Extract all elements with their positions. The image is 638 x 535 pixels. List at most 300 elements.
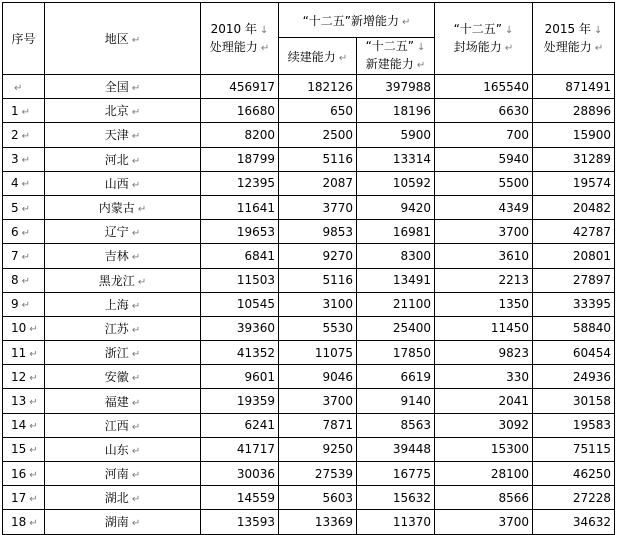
cell-index-text: 9	[11, 297, 19, 312]
cell-2010-capacity-text: 6841	[244, 248, 275, 263]
cell-2010-capacity	[201, 123, 279, 147]
return-mark: ↵	[131, 228, 141, 240]
cell-region	[45, 389, 201, 413]
cell-region-text: 河南	[104, 467, 129, 482]
cell-index	[3, 510, 45, 534]
cell-2010-capacity	[201, 486, 279, 510]
cell-region-text: 安徽	[104, 370, 129, 385]
cell-continue-capacity-text: 5530	[322, 321, 353, 336]
return-mark: ↵	[21, 130, 31, 142]
cell-2010-capacity	[201, 244, 279, 268]
cell-continue-capacity	[279, 365, 357, 389]
cell-closure-capacity	[435, 413, 533, 437]
table-row	[3, 195, 615, 219]
cell-newbuild-capacity	[357, 292, 435, 316]
cell-2010-capacity-text: 30036	[236, 466, 275, 481]
table-row	[3, 220, 615, 244]
cell-continue-capacity-text: 27539	[314, 466, 353, 481]
cell-region	[45, 244, 201, 268]
cell-index-text: 15	[11, 442, 27, 457]
cell-index	[3, 123, 45, 147]
cell-2010-capacity-text: 19653	[236, 224, 275, 239]
header-row	[3, 3, 615, 38]
cell-newbuild-capacity	[357, 365, 435, 389]
cell-index	[3, 292, 45, 316]
cell-continue-capacity	[279, 292, 357, 316]
cell-2010-capacity-text: 19359	[236, 394, 275, 409]
cell-continue-capacity-text: 5603	[322, 490, 353, 505]
cell-index	[3, 341, 45, 365]
return-mark: ↵	[131, 155, 141, 167]
cell-newbuild-capacity	[357, 220, 435, 244]
cell-2010-capacity-text: 456917	[229, 79, 275, 94]
cell-continue-capacity-text: 13369	[314, 514, 353, 529]
cell-2010-capacity	[201, 316, 279, 340]
cell-2010-capacity-text: 13593	[236, 514, 275, 529]
cell-closure-capacity	[435, 486, 533, 510]
cell-newbuild-capacity	[357, 486, 435, 510]
cell-2015-capacity-text: 20482	[572, 200, 611, 215]
cell-newbuild-capacity	[357, 316, 435, 340]
cell-index-text: 7	[11, 248, 19, 263]
cell-closure-capacity	[435, 389, 533, 413]
return-mark: ↵	[29, 397, 38, 409]
cell-index-text: 11	[11, 345, 27, 360]
table-row	[3, 437, 615, 461]
cell-continue-capacity	[279, 220, 357, 244]
cell-newbuild-capacity-text: 9140	[400, 394, 431, 409]
cell-closure-capacity-text: 3700	[498, 224, 529, 239]
cell-index	[3, 316, 45, 340]
cell-region	[45, 462, 201, 486]
cell-2015-capacity-text: 30158	[572, 394, 611, 409]
cell-2010-capacity-text: 12395	[236, 176, 275, 191]
cell-2010-capacity-text: 41352	[236, 345, 275, 360]
header-2015-capacity: 2015 年 ↓ 处理能力 ↵	[533, 3, 615, 75]
table-row	[3, 389, 615, 413]
return-mark: ↵	[131, 421, 141, 433]
cell-newbuild-capacity-text: 8563	[400, 418, 431, 433]
cell-continue-capacity	[279, 341, 357, 365]
cell-newbuild-capacity	[357, 437, 435, 461]
cell-index	[3, 437, 45, 461]
cell-continue-capacity	[279, 413, 357, 437]
cell-region-text: 内蒙古	[98, 201, 135, 216]
cell-region-text: 全国	[104, 80, 129, 95]
cell-2015-capacity	[533, 365, 615, 389]
cell-continue-capacity	[279, 486, 357, 510]
cell-newbuild-capacity-text: 13491	[392, 273, 431, 288]
return-mark: ↵	[29, 493, 38, 505]
cell-newbuild-capacity	[357, 195, 435, 219]
cell-region	[45, 268, 201, 292]
cell-region	[45, 195, 201, 219]
cell-region-text: 江西	[104, 418, 129, 433]
cell-index	[3, 413, 45, 437]
return-mark: ↵	[29, 348, 38, 360]
cell-index-text: 13	[11, 394, 27, 409]
cell-2010-capacity	[201, 365, 279, 389]
cell-region-text: 河北	[104, 152, 129, 167]
return-mark: ↵	[21, 227, 31, 239]
cell-region	[45, 437, 201, 461]
cell-index-text: 16	[11, 466, 27, 481]
cell-2015-capacity	[533, 389, 615, 413]
return-mark: ↵	[21, 203, 31, 215]
cell-closure-capacity	[435, 316, 533, 340]
cell-index	[3, 220, 45, 244]
document-page	[2, 2, 615, 535]
cell-2015-capacity-text: 19583	[572, 418, 611, 433]
cell-newbuild-capacity	[357, 75, 435, 99]
return-mark: ↵	[137, 276, 147, 288]
return-mark: ↵	[29, 517, 38, 529]
return-mark: ↵	[131, 131, 141, 143]
cell-closure-capacity	[435, 268, 533, 292]
cell-region-text: 浙江	[104, 346, 129, 361]
return-mark: ↵	[29, 324, 38, 336]
cell-newbuild-capacity-text: 17850	[392, 345, 431, 360]
cell-index	[3, 268, 45, 292]
cell-closure-capacity	[435, 147, 533, 171]
cell-region	[45, 486, 201, 510]
cell-index-text: 2	[11, 127, 19, 142]
cell-2015-capacity-text: 60454	[572, 345, 611, 360]
cell-continue-capacity-text: 11075	[314, 345, 353, 360]
cell-2010-capacity-text: 8200	[244, 127, 275, 142]
cell-index	[3, 365, 45, 389]
cell-continue-capacity-text: 9853	[322, 224, 353, 239]
cell-2015-capacity-text: 20801	[572, 248, 611, 263]
cell-continue-capacity-text: 182126	[307, 79, 353, 94]
cell-closure-capacity	[435, 437, 533, 461]
cell-region-text: 北京	[104, 104, 129, 119]
cell-continue-capacity-text: 5116	[322, 152, 353, 167]
return-mark: ↵	[21, 155, 31, 167]
return-mark: ↵	[131, 397, 141, 409]
cell-2015-capacity-text: 42787	[572, 224, 611, 239]
cell-closure-capacity	[435, 171, 533, 195]
header-2010-capacity: 2010 年 ↓ 处理能力 ↵	[201, 3, 279, 75]
table-row	[3, 316, 615, 340]
cell-newbuild-capacity-text: 39448	[392, 442, 431, 457]
cell-newbuild-capacity-text: 6619	[400, 369, 431, 384]
cell-region-text: 江苏	[104, 321, 129, 336]
cell-continue-capacity-text: 5116	[322, 273, 353, 288]
cell-2015-capacity-text: 34632	[572, 514, 611, 529]
cell-newbuild-capacity	[357, 389, 435, 413]
return-mark: ↵	[21, 276, 31, 288]
cell-newbuild-capacity-text: 8300	[400, 248, 431, 263]
cell-2015-capacity	[533, 244, 615, 268]
header-new-capacity-group: “十二五”新增能力 ↵	[279, 3, 435, 38]
return-mark: ↵	[29, 445, 38, 457]
cell-2015-capacity	[533, 341, 615, 365]
cell-2015-capacity-text: 46250	[572, 466, 611, 481]
cell-newbuild-capacity	[357, 413, 435, 437]
cell-closure-capacity-text: 5500	[498, 176, 529, 191]
cell-closure-capacity	[435, 292, 533, 316]
table-row	[3, 486, 615, 510]
cell-region	[45, 510, 201, 534]
cell-continue-capacity-text: 9270	[322, 248, 353, 263]
table-row	[3, 171, 615, 195]
return-mark: ↵	[29, 421, 38, 433]
cell-closure-capacity	[435, 341, 533, 365]
cell-2015-capacity-text: 871491	[565, 79, 611, 94]
cell-newbuild-capacity-text: 13314	[392, 152, 431, 167]
cell-newbuild-capacity	[357, 123, 435, 147]
cell-2015-capacity	[533, 462, 615, 486]
cell-2010-capacity-text: 9601	[244, 369, 275, 384]
return-mark: ↵	[131, 107, 141, 119]
cell-closure-capacity-text: 2041	[498, 394, 529, 409]
cell-continue-capacity	[279, 99, 357, 123]
table-row	[3, 244, 615, 268]
cell-closure-capacity	[435, 75, 533, 99]
return-mark: ↵	[21, 179, 31, 191]
cell-2015-capacity	[533, 220, 615, 244]
cell-2015-capacity	[533, 171, 615, 195]
cell-continue-capacity	[279, 75, 357, 99]
cell-index	[3, 75, 45, 99]
cell-closure-capacity-text: 3092	[498, 418, 529, 433]
cell-continue-capacity	[279, 462, 357, 486]
cell-region-text: 湖南	[104, 515, 129, 530]
table-row	[3, 123, 615, 147]
cell-region-text: 吉林	[104, 249, 129, 264]
cell-newbuild-capacity	[357, 341, 435, 365]
cell-continue-capacity	[279, 389, 357, 413]
header-continue-capacity: 续建能力 ↵	[279, 38, 357, 75]
cell-continue-capacity-text: 3700	[322, 394, 353, 409]
cell-continue-capacity	[279, 510, 357, 534]
cell-2015-capacity-text: 75115	[572, 442, 611, 457]
cell-index-text: 14	[11, 418, 27, 433]
cell-2015-capacity	[533, 510, 615, 534]
return-mark: ↵	[131, 300, 141, 312]
cell-2015-capacity	[533, 268, 615, 292]
cell-2015-capacity	[533, 147, 615, 171]
cell-2015-capacity-text: 27897	[572, 273, 611, 288]
cell-2010-capacity	[201, 195, 279, 219]
cell-index	[3, 486, 45, 510]
cell-region-text: 黑龙江	[98, 273, 135, 288]
cell-continue-capacity	[279, 268, 357, 292]
cell-newbuild-capacity-text: 25400	[392, 321, 431, 336]
cell-2015-capacity	[533, 123, 615, 147]
cell-2010-capacity	[201, 99, 279, 123]
cell-index-text: 4	[11, 176, 19, 191]
cell-closure-capacity-text: 165540	[483, 79, 529, 94]
table-row	[3, 268, 615, 292]
cell-2015-capacity-text: 19574	[572, 176, 611, 191]
cell-closure-capacity	[435, 462, 533, 486]
cell-newbuild-capacity-text: 397988	[385, 79, 431, 94]
cell-2010-capacity	[201, 268, 279, 292]
cell-continue-capacity-text: 3770	[322, 200, 353, 215]
cell-newbuild-capacity-text: 11370	[392, 514, 431, 529]
cell-2010-capacity	[201, 75, 279, 99]
cell-2010-capacity-text: 39360	[236, 321, 275, 336]
cell-index	[3, 462, 45, 486]
cell-index-text: 5	[11, 200, 19, 215]
return-mark: ↵	[131, 252, 141, 264]
cell-index	[3, 244, 45, 268]
header-index: 序号	[3, 3, 45, 75]
cell-continue-capacity-text: 650	[330, 103, 353, 118]
cell-region	[45, 220, 201, 244]
table-row	[3, 99, 615, 123]
cell-2010-capacity-text: 41717	[236, 442, 275, 457]
cell-closure-capacity	[435, 244, 533, 268]
cell-region	[45, 171, 201, 195]
cell-2010-capacity	[201, 220, 279, 244]
return-mark: ↵	[131, 83, 141, 95]
table-row	[3, 510, 615, 534]
cell-closure-capacity-text: 9823	[498, 345, 529, 360]
cell-2015-capacity	[533, 437, 615, 461]
table-row	[3, 292, 615, 316]
cell-closure-capacity-text: 11450	[490, 321, 529, 336]
cell-index-text: 8	[11, 273, 19, 288]
cell-newbuild-capacity-text: 21100	[392, 297, 431, 312]
return-mark: ↵	[21, 251, 31, 263]
cell-continue-capacity-text: 9250	[322, 442, 353, 457]
cell-closure-capacity-text: 6630	[498, 103, 529, 118]
return-mark: ↵	[131, 518, 141, 530]
return-mark: ↵	[131, 445, 141, 457]
cell-2010-capacity	[201, 462, 279, 486]
table-row	[3, 413, 615, 437]
cell-region	[45, 365, 201, 389]
cell-2010-capacity-text: 11503	[236, 273, 275, 288]
cell-continue-capacity	[279, 316, 357, 340]
cell-continue-capacity-text: 2087	[322, 176, 353, 191]
cell-2010-capacity	[201, 292, 279, 316]
cell-2015-capacity-text: 31289	[572, 152, 611, 167]
cell-newbuild-capacity-text: 9420	[400, 200, 431, 215]
cell-2010-capacity-text: 18799	[236, 152, 275, 167]
cell-region-text: 天津	[104, 128, 129, 143]
return-mark: ↵	[131, 324, 141, 336]
cell-index	[3, 171, 45, 195]
cell-2015-capacity	[533, 413, 615, 437]
header-closure-capacity: “十二五” ↓ 封场能力 ↵	[435, 3, 533, 75]
return-mark: ↵	[131, 373, 141, 385]
cell-index-text: 1	[11, 103, 19, 118]
cell-closure-capacity-text: 8566	[498, 490, 529, 505]
cell-region-text: 山西	[104, 176, 129, 191]
cell-2015-capacity-text: 28896	[572, 103, 611, 118]
return-mark: ↵	[21, 106, 31, 118]
table-row	[3, 341, 615, 365]
cell-closure-capacity-text: 4349	[498, 200, 529, 215]
cell-2015-capacity	[533, 195, 615, 219]
cell-index-text: 10	[11, 321, 27, 336]
return-mark: ↵	[29, 469, 38, 481]
cell-2010-capacity-text: 16680	[236, 103, 275, 118]
cell-region-text: 山东	[104, 442, 129, 457]
cell-index-text: 12	[11, 369, 27, 384]
cell-2010-capacity-text: 11641	[236, 200, 275, 215]
cell-index-text: 17	[11, 490, 27, 505]
return-mark: ↵	[29, 372, 38, 384]
cell-2015-capacity	[533, 99, 615, 123]
cell-newbuild-capacity	[357, 510, 435, 534]
cell-2015-capacity	[533, 292, 615, 316]
cell-2015-capacity	[533, 486, 615, 510]
cell-closure-capacity-text: 15300	[490, 442, 529, 457]
cell-region	[45, 147, 201, 171]
cell-region	[45, 292, 201, 316]
table-row	[3, 462, 615, 486]
cell-region	[45, 99, 201, 123]
cell-region	[45, 341, 201, 365]
header-newbuild-capacity: “十二五” ↓ 新建能力 ↵	[357, 38, 435, 75]
cell-2015-capacity-text: 27228	[572, 490, 611, 505]
cell-closure-capacity-text: 330	[506, 369, 529, 384]
cell-region-text: 辽宁	[104, 225, 129, 240]
cell-newbuild-capacity	[357, 99, 435, 123]
cell-closure-capacity	[435, 220, 533, 244]
cell-newbuild-capacity-text: 18196	[392, 103, 431, 118]
return-mark: ↵	[131, 494, 141, 506]
cell-2015-capacity-text: 33395	[572, 297, 611, 312]
table-row	[3, 75, 615, 99]
cell-continue-capacity-text: 7871	[322, 418, 353, 433]
cell-continue-capacity-text: 2500	[322, 127, 353, 142]
return-mark: ↵	[131, 470, 141, 482]
cell-closure-capacity-text: 1350	[498, 297, 529, 312]
cell-newbuild-capacity-text: 16775	[392, 466, 431, 481]
cell-index-text: 6	[11, 224, 19, 239]
cell-index	[3, 389, 45, 413]
cell-2015-capacity-text: 58840	[572, 321, 611, 336]
cell-continue-capacity-text: 3100	[322, 297, 353, 312]
cell-region	[45, 123, 201, 147]
cell-newbuild-capacity	[357, 171, 435, 195]
table-row	[3, 147, 615, 171]
cell-continue-capacity-text: 9046	[322, 369, 353, 384]
cell-continue-capacity	[279, 171, 357, 195]
cell-region-text: 福建	[104, 394, 129, 409]
cell-continue-capacity	[279, 123, 357, 147]
cell-newbuild-capacity	[357, 462, 435, 486]
return-mark: ↵	[14, 82, 23, 94]
cell-region	[45, 413, 201, 437]
cell-continue-capacity	[279, 244, 357, 268]
cell-closure-capacity	[435, 99, 533, 123]
cell-2010-capacity	[201, 510, 279, 534]
return-mark: ↵	[131, 349, 141, 361]
cell-2010-capacity	[201, 171, 279, 195]
cell-newbuild-capacity-text: 10592	[392, 176, 431, 191]
cell-index-text: 18	[11, 514, 27, 529]
cell-continue-capacity	[279, 195, 357, 219]
cell-2010-capacity	[201, 341, 279, 365]
cell-index	[3, 147, 45, 171]
cell-closure-capacity-text: 3700	[498, 514, 529, 529]
return-mark: ↵	[137, 204, 147, 216]
capacity-table	[2, 2, 615, 535]
cell-closure-capacity-text: 28100	[490, 466, 529, 481]
cell-closure-capacity	[435, 510, 533, 534]
cell-newbuild-capacity-text: 15632	[392, 490, 431, 505]
cell-2015-capacity-text: 15900	[572, 127, 611, 142]
cell-newbuild-capacity-text: 5900	[400, 127, 431, 142]
cell-region-text: 湖北	[104, 491, 129, 506]
